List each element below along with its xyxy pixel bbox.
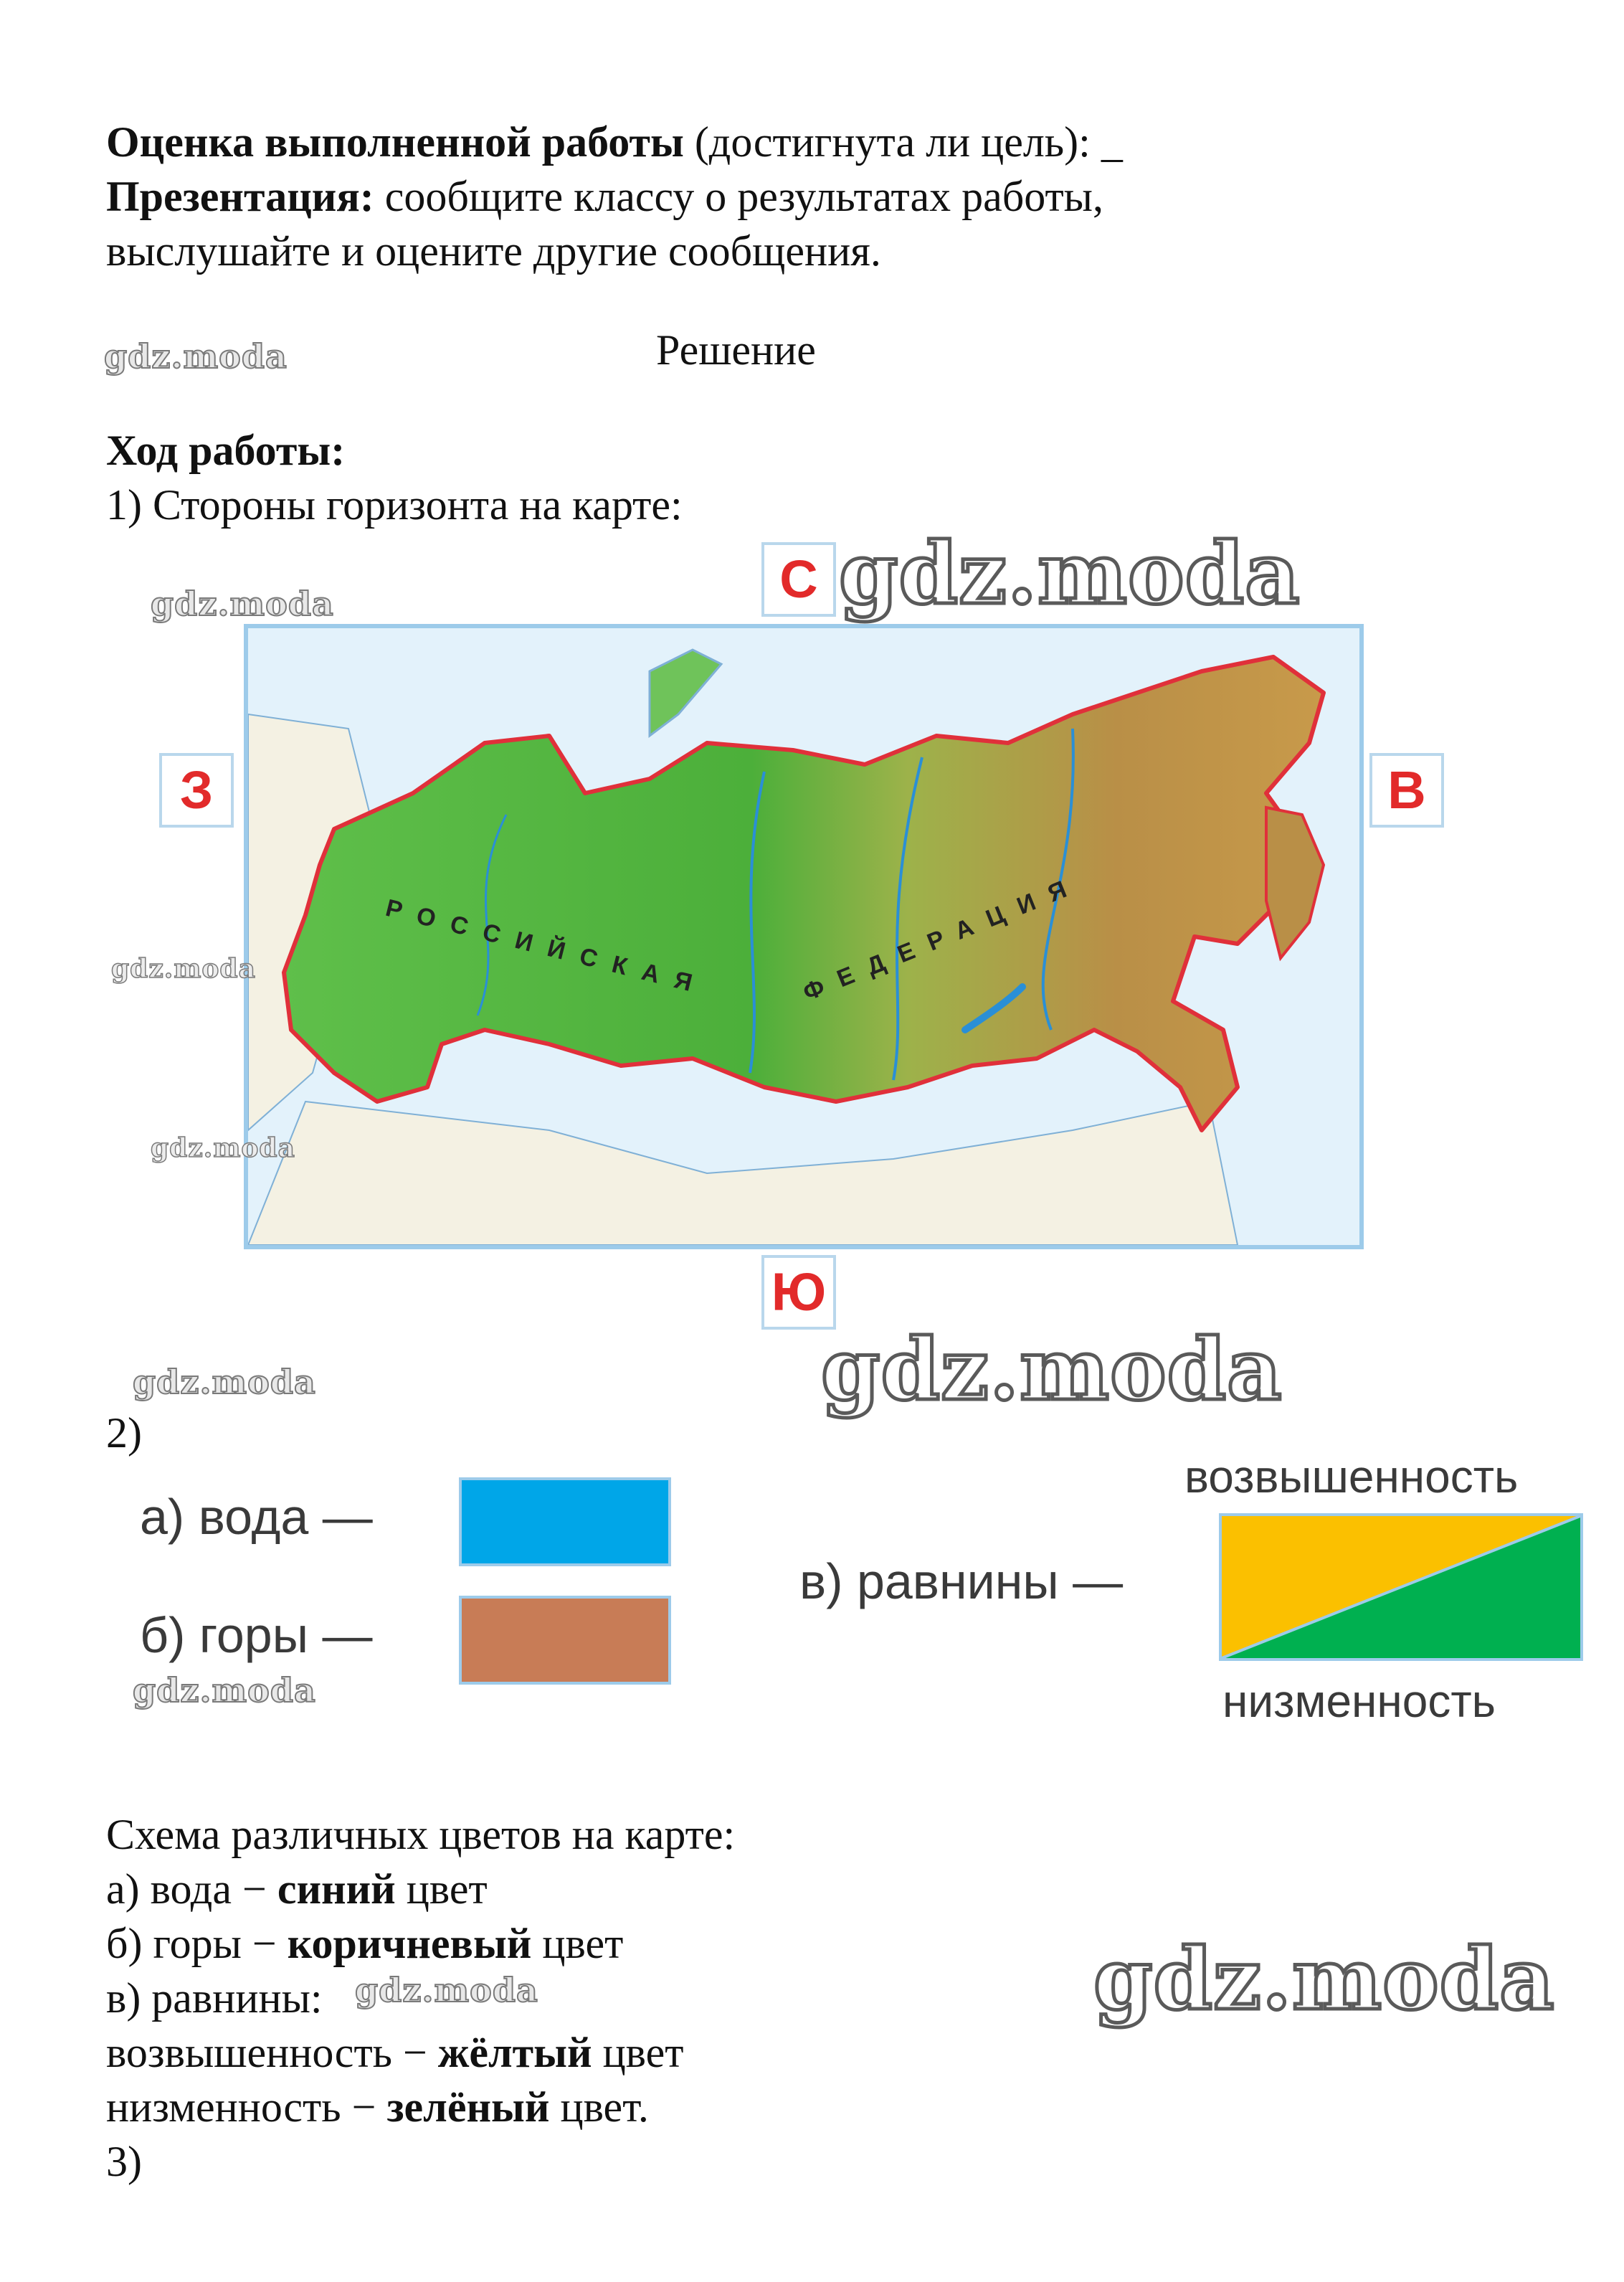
scheme-upland-prefix: возвышенность − (106, 2029, 438, 2076)
watermark: gdz.moda (151, 584, 334, 623)
watermark: gdz.moda (839, 524, 1301, 623)
map-label-2: ФЕДЕРАЦИЯ (799, 869, 1086, 1007)
watermark: gdz.moda (151, 1133, 295, 1163)
evaluation-label: Оценка выполненной работы (106, 118, 684, 166)
legend-water-swatch (459, 1477, 671, 1566)
presentation-line-2: выслушайте и оцените другие сообщения. (106, 227, 881, 275)
west-label: З (159, 753, 234, 828)
legend-plains-label: в) равнины — (799, 1553, 1124, 1609)
scheme-mountains-color: коричневый (287, 1920, 532, 1967)
scheme-title: Схема различных цветов на карте: (106, 1811, 736, 1858)
watermark: gdz.moda (104, 337, 288, 376)
scheme-lowland-prefix: низменность − (106, 2083, 387, 2131)
presentation-text: сообщите классу о результатах работы, (374, 173, 1103, 220)
mountains-fill (462, 1599, 668, 1682)
russia-map (244, 624, 1364, 1249)
presentation-label: Презентация: (106, 173, 374, 220)
legend-plains-swatch (1219, 1513, 1583, 1661)
watermark: gdz.moda (111, 954, 256, 984)
legend-lowland-label: низменность (1222, 1675, 1496, 1727)
progress-title-text: Ход работы: (106, 427, 346, 474)
step-3: 3) (106, 2138, 142, 2185)
scheme-mountains (106, 1916, 623, 1971)
watermark: gdz.moda (1093, 1929, 1555, 2029)
step-2: 2) (106, 1409, 142, 1457)
watermark: gdz.moda (355, 1971, 538, 2009)
solution-title: Решение (656, 326, 816, 374)
watermark: gdz.moda (821, 1320, 1283, 1419)
scheme-water-color: синий (277, 1865, 396, 1913)
watermark: gdz.moda (133, 1671, 316, 1710)
scheme-upland (106, 2025, 684, 2080)
south-label: Ю (761, 1255, 836, 1330)
water-fill (462, 1480, 668, 1563)
scheme-water (106, 1862, 488, 1916)
legend-mountains-swatch (459, 1596, 671, 1685)
north-label: С (761, 542, 836, 617)
legend-upland-label: возвышенность (1184, 1451, 1519, 1502)
scheme-mountains-prefix: б) горы − (106, 1920, 288, 1967)
watermark: gdz.moda (133, 1363, 316, 1401)
plains-swatch-graphic (1222, 1516, 1580, 1658)
scheme-lowland (106, 2080, 649, 2134)
scheme-mountains-suffix: цвет (531, 1920, 624, 1967)
scheme-upland-color: жёлтый (437, 2029, 592, 2076)
scheme-upland-suffix: цвет (592, 2029, 684, 2076)
progress-title (106, 423, 345, 478)
evaluation-line (106, 115, 1123, 169)
scheme-water-prefix: а) вода − (106, 1865, 277, 1913)
scheme-lowland-color: зелёный (386, 2083, 550, 2131)
legend-water-label: а) вода — (140, 1489, 373, 1545)
map-label-1: РОССИЙСКАЯ (383, 894, 711, 1001)
legend-mountains-label: б) горы — (140, 1607, 373, 1663)
scheme-water-suffix: цвет (395, 1865, 488, 1913)
evaluation-text: (достигнута ли цель): _ (683, 118, 1123, 166)
scheme-plains: в) равнины: (106, 1974, 323, 2022)
scheme-lowland-suffix: цвет. (549, 2083, 649, 2131)
presentation-line (106, 169, 1103, 224)
step-1: 1) Стороны горизонта на карте: (106, 481, 683, 529)
east-label: В (1369, 753, 1444, 828)
russia-map-graphic (248, 628, 1359, 1245)
